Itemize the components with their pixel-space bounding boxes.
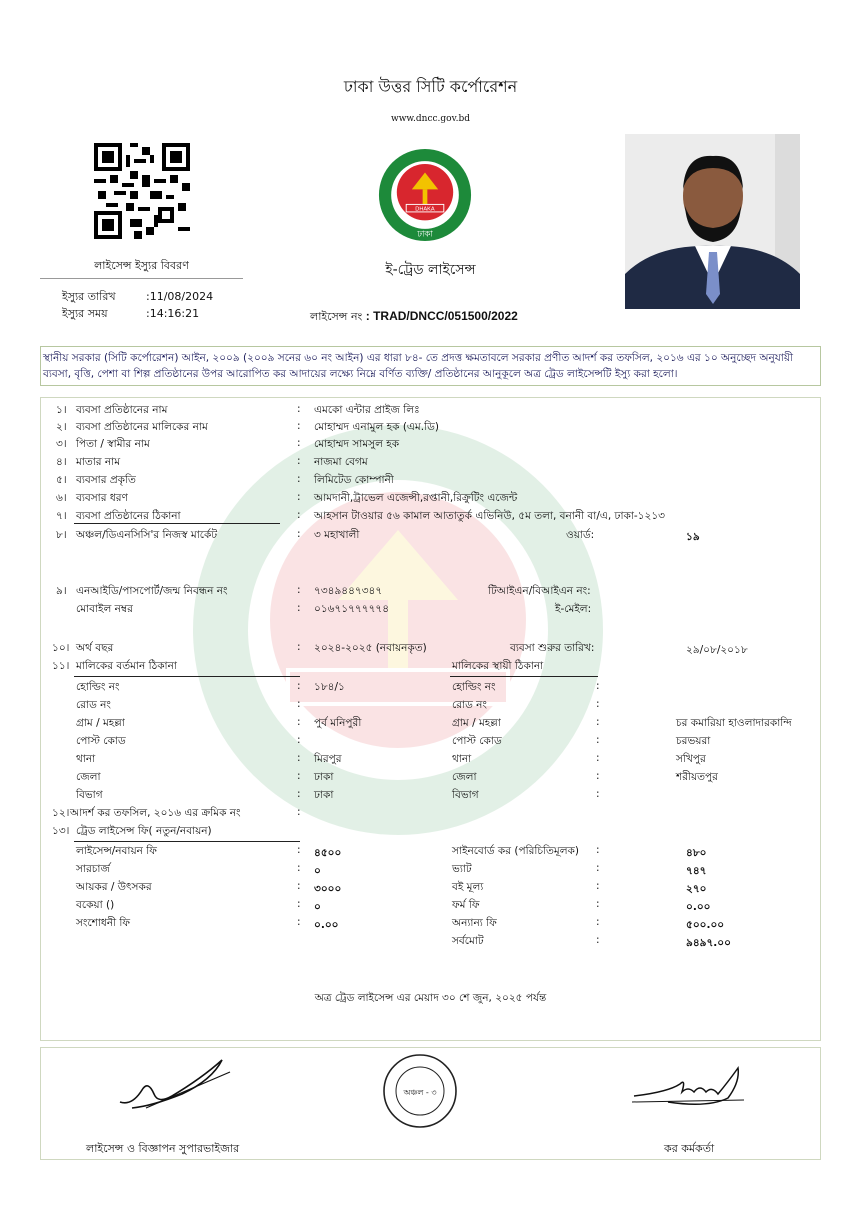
colon: : <box>297 916 301 928</box>
colon: : <box>596 770 600 782</box>
current-address-value: মিরপুর <box>314 753 342 765</box>
fiscal-number: ১০। <box>52 642 70 654</box>
fee-label: ভ্যাট <box>452 863 472 875</box>
address-field-label: রোড নং <box>76 699 111 711</box>
fee-value: ৪৫০০ <box>314 847 342 859</box>
divider <box>74 676 300 677</box>
logo-banner: DHAKA <box>415 206 435 213</box>
tin-label: টিআইএন/বিআইএন নং: <box>488 585 591 597</box>
current-address-value: ঢাকা <box>314 771 334 783</box>
issue-time-value: :14:16:21 <box>146 307 200 320</box>
colon: : <box>297 698 301 710</box>
detail-label: পিতা / স্বামীর নাম <box>76 438 150 450</box>
current-address-heading: মালিকের বর্তমান ঠিকানা <box>76 660 177 672</box>
colon: : <box>297 528 301 540</box>
zone-value: ৩ মহাখালী <box>314 529 360 541</box>
fee-value: ০.০০ <box>314 919 339 931</box>
start-date-label: ব্যবসা শুরুর তারিখ: <box>510 642 595 654</box>
colon: : <box>297 403 301 415</box>
colon: : <box>297 788 301 800</box>
colon: : <box>297 806 301 818</box>
address-field-label: বিভাগ <box>452 789 479 801</box>
detail-label: ব্যবসা প্রতিষ্ঠানের নাম <box>76 404 168 416</box>
tax-schedule-label: আদর্শ কর তফসিল, ২০১৬ এর ক্রমিক নং <box>70 807 241 819</box>
license-number-row <box>310 308 518 327</box>
fee-value: ৯৪৯৭.০০ <box>686 937 731 949</box>
permanent-address-value: চরভয়রা <box>676 735 711 747</box>
fiscal-value: ২০২৪-২০২৫ (নবায়নকৃত) <box>314 642 427 654</box>
address-field-label: জেলা <box>76 771 101 783</box>
fee-label: আয়কর / উৎসকর <box>76 881 152 893</box>
seal-center-text: অঞ্চল - ৩ <box>403 1088 437 1097</box>
colon: : <box>297 455 301 467</box>
address-field-label: গ্রাম / মহল্লা <box>452 717 501 729</box>
validity-note: অত্র ট্রেড লাইসেন্স এর মেয়াদ ৩০ শে জুন, ২০২৫ পর্যন্ত <box>314 992 547 1004</box>
divider <box>450 676 598 677</box>
fee-value: ০ <box>314 901 321 913</box>
colon: : <box>297 880 301 892</box>
colon: : <box>596 716 600 728</box>
colon: : <box>596 898 600 910</box>
colon: : <box>297 770 301 782</box>
colon: : <box>596 844 600 856</box>
address-number: ১১। <box>52 660 70 672</box>
qr-code-icon <box>94 143 190 239</box>
mobile-label: মোবাইল নম্বর <box>76 603 133 615</box>
colon: : <box>297 716 301 728</box>
detail-number: ৫। <box>56 474 67 486</box>
detail-label: ব্যবসা প্রতিষ্ঠানের মালিকের নাম <box>76 421 208 433</box>
colon: : <box>297 844 301 856</box>
address-field-label: থানা <box>452 753 472 765</box>
fee-label: সারচার্জ <box>76 863 110 875</box>
nid-label: এনআইডি/পাসপোর্ট/জন্ম নিবন্ধন নং <box>76 585 228 597</box>
divider <box>74 841 300 842</box>
legal-notice: স্থানীয় সরকার (সিটি কর্পোরেশন) আইন, ২০০৯ (২০০৯ সনের ৬০ নং আইন) এর ধারা ৮৪- তে প্রদত্ত ক্ষমতাবলে সরকার প্রণীত আদর্শ কর তফসিল, ২০১৬ এর ১০ অনুচ্ছেদ অনুযায়ী ব্যবসা, বৃত্তি, পেশা বা শিল্প প্রতিষ্ঠানের উপর আরোপিত কর আদায়ের লক্ষ্যে নিম্নে বর্ণিত ব্যক্তি/ প্রতিষ্ঠানের আনুকূলে অত্র ট্রেড লাইসেন্সটি ইস্যু করা হলো। <box>40 346 821 386</box>
fee-value: ৪৮০ <box>686 847 707 859</box>
supervisor-signature-icon <box>112 1050 242 1112</box>
colon: : <box>297 898 301 910</box>
colon: : <box>297 752 301 764</box>
current-address-value: ১৮৪/১ <box>314 681 345 693</box>
address-field-label: পোস্ট কোড <box>452 735 502 747</box>
detail-value: এমকো এন্টার প্রাইজ লিঃ <box>314 404 420 416</box>
colon: : <box>297 420 301 432</box>
doc-title: ই-ট্রেড লাইসেন্স <box>385 262 476 278</box>
permanent-address-value: সখিপুর <box>676 753 706 765</box>
fee-value: ০.০০ <box>686 901 711 913</box>
issue-heading: লাইসেন্স ইস্যুর বিবরণ <box>94 259 189 272</box>
colon: : <box>596 862 600 874</box>
fees-heading: ট্রেড লাইসেন্স ফি( নতুন/নবায়ন) <box>76 825 212 837</box>
fee-value: ৭৪৭ <box>686 865 707 877</box>
detail-number: ৬। <box>56 492 67 504</box>
address-field-label: বিভাগ <box>76 789 103 801</box>
tax-officer-signature-label: কর কর্মকর্তা <box>664 1142 715 1155</box>
license-no-value: : TRAD/DNCC/051500/2022 <box>365 309 518 323</box>
detail-number: ৪। <box>56 456 67 468</box>
permanent-address-value: শরীয়তপুর <box>676 771 718 783</box>
fee-label: অন্যান্য ফি <box>452 917 497 929</box>
ward-value: ১৯ <box>686 531 700 543</box>
fee-value: ০ <box>314 865 321 877</box>
website-url[interactable]: www.dncc.gov.bd <box>391 114 470 124</box>
issue-time-label: ইস্যুর সময় <box>62 307 108 320</box>
detail-number: ৩। <box>56 438 67 450</box>
mobile-value: ০১৬৭১৭৭৭৭৭৪ <box>314 603 390 615</box>
fee-label: ফর্ম ফি <box>452 899 480 911</box>
fiscal-label: অর্থ বছর <box>76 642 114 654</box>
colon: : <box>596 916 600 928</box>
owner-photo <box>625 134 800 309</box>
colon: : <box>297 862 301 874</box>
colon: : <box>596 734 600 746</box>
permanent-address-heading: মালিকের স্থায়ী ঠিকানা <box>452 660 544 672</box>
detail-value: আমদানী,ট্রাভেল এজেন্সী,রপ্তানী,রিক্রুটিং এজেন্ট <box>314 492 518 504</box>
colon: : <box>297 473 301 485</box>
nid-value: ৭৩৪৯৪৪৭৩৪৭ <box>314 585 383 597</box>
issue-time-row <box>62 305 199 324</box>
address-field-label: গ্রাম / মহল্লা <box>76 717 125 729</box>
start-date-value: ২৯/০৮/২০১৮ <box>686 644 748 656</box>
logo-base-text: ঢাকা <box>417 228 433 239</box>
address-field-label: হোল্ডিং নং <box>452 681 496 693</box>
colon: : <box>297 734 301 746</box>
detail-value: মোহাম্মদ এনামুল হক (এম.ডি) <box>314 421 439 433</box>
org-name: ঢাকা উত্তর সিটি কর্পোরেশন <box>343 77 518 96</box>
supervisor-signature-label: লাইসেন্স ও বিজ্ঞাপন সুপারভাইজার <box>86 1142 240 1155</box>
colon: : <box>297 437 301 449</box>
fee-label: সংশোধনী ফি <box>76 917 131 929</box>
colon: : <box>596 698 600 710</box>
detail-value: মোহাম্মদ সামসুল হক <box>314 438 400 450</box>
tax-schedule-number: ১২। <box>52 807 70 819</box>
address-field-label: জেলা <box>452 771 477 783</box>
fee-value: ৩০০০ <box>314 883 342 895</box>
email-label: ই-মেইল: <box>555 603 592 615</box>
zone-label: অঞ্চল/ডিএনসিসি'র নিজস্ব মার্কেট <box>76 529 218 541</box>
ward-label: ওয়ার্ড: <box>566 529 595 541</box>
detail-value: লিমিটেড কোম্পানী <box>314 474 394 486</box>
detail-label: ব্যবসার ধরণ <box>76 492 128 504</box>
address-field-label: থানা <box>76 753 96 765</box>
address-field-label: রোড নং <box>452 699 487 711</box>
detail-number: ৭। <box>56 510 67 522</box>
fee-label: লাইসেন্স/নবায়ন ফি <box>76 845 157 857</box>
fee-value: ৫০০.০০ <box>686 919 725 931</box>
current-address-value: ঢাকা <box>314 789 334 801</box>
divider <box>74 523 280 524</box>
issue-date-label: ইস্যুর তারিখ <box>62 290 116 303</box>
detail-number: ২। <box>56 421 67 433</box>
address-field-label: হোল্ডিং নং <box>76 681 120 693</box>
fee-label: সাইনবোর্ড কর (পরিচিতিমূলক) <box>452 845 579 857</box>
colon: : <box>596 680 600 692</box>
ids-number: ৯। <box>56 585 67 597</box>
office-seal-icon <box>372 1052 468 1130</box>
colon: : <box>297 491 301 503</box>
fee-value: ২৭০ <box>686 883 707 895</box>
tax-officer-signature-icon <box>628 1062 756 1120</box>
colon: : <box>297 584 301 596</box>
detail-number: ১। <box>56 404 67 416</box>
detail-value: আহসান টাওয়ার ৫৬ কামাল আতাতুর্ক এভিনিউ, ৫ম তলা, বনানী বা/এ, ঢাকা-১২১৩ <box>314 510 665 522</box>
current-address-value: পুর্ব মনিপুরী <box>314 717 362 729</box>
fee-label: বই মূল্য <box>452 881 484 893</box>
detail-label: ব্যবসার প্রকৃতি <box>76 474 136 486</box>
colon: : <box>297 641 301 653</box>
address-field-label: পোস্ট কোড <box>76 735 126 747</box>
colon: : <box>596 880 600 892</box>
zone-number: ৮। <box>56 529 67 541</box>
colon: : <box>596 788 600 800</box>
fee-label: বকেয়া () <box>76 899 115 911</box>
colon: : <box>596 934 600 946</box>
detail-label: ব্যবসা প্রতিষ্ঠানের ঠিকানা <box>76 510 181 522</box>
dncc-logo-icon <box>378 148 472 242</box>
colon: : <box>596 752 600 764</box>
fees-number: ১৩। <box>52 825 70 837</box>
detail-label: মাতার নাম <box>76 456 121 468</box>
colon: : <box>297 509 301 521</box>
colon: : <box>297 680 301 692</box>
permanent-address-value: চর কমারিয়া হাওলাদারকান্দি <box>676 717 792 729</box>
fee-label: সর্বমোট <box>452 935 484 947</box>
license-no-label: লাইসেন্স নং <box>310 310 363 323</box>
detail-value: নাজমা বেগম <box>314 456 368 468</box>
issue-date-value: :11/08/2024 <box>146 290 214 303</box>
colon: : <box>297 602 301 614</box>
